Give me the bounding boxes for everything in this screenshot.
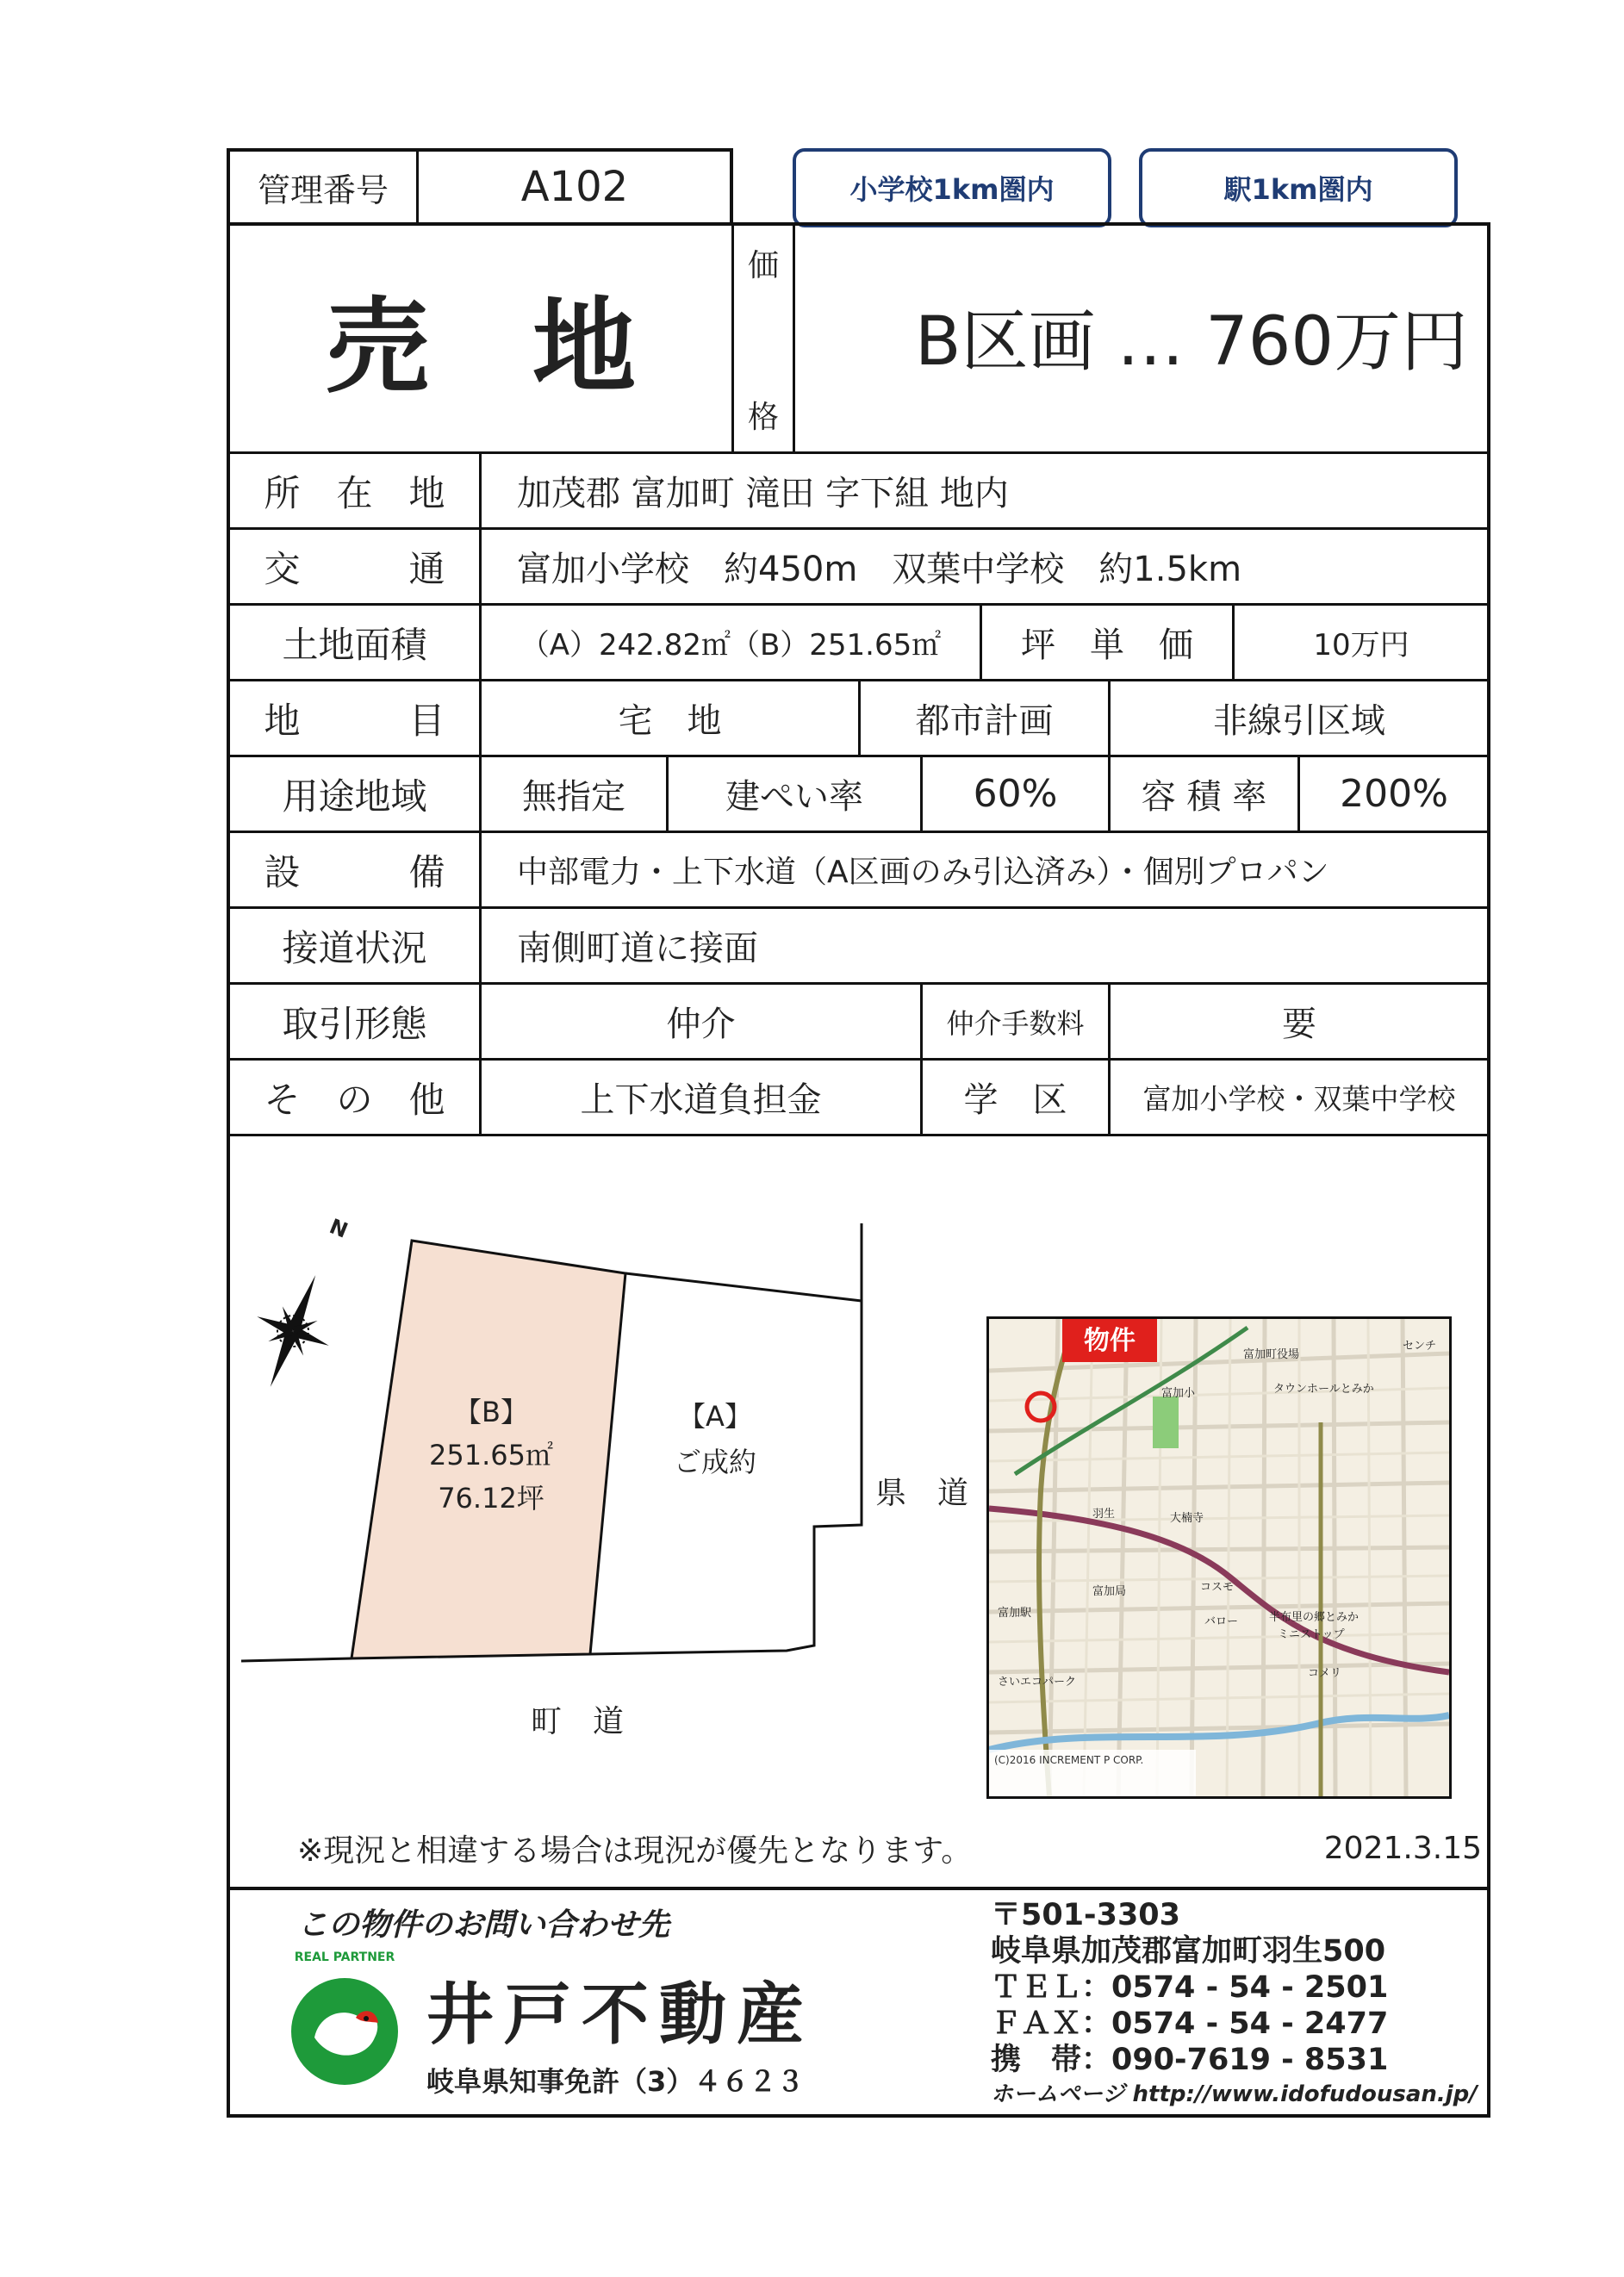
city-plan-label: 都市計画 (915, 701, 1054, 741)
bcr-value: 60% (973, 772, 1058, 816)
city-plan-value: 非線引区域 (1213, 701, 1385, 741)
divider (793, 222, 795, 451)
traffic-label: 交 通 (264, 547, 445, 590)
far-value: 200% (1340, 772, 1448, 816)
logo-text: REAL PARTNER (294, 1950, 395, 1964)
map-label: バロー (1204, 1615, 1239, 1628)
school-label: 学 区 (963, 1080, 1067, 1120)
title-sell-land: 売 地 (326, 288, 636, 407)
road-value: 南側町道に接面 (517, 929, 758, 968)
map-label: 富加小 (1161, 1387, 1196, 1400)
row-line (227, 1134, 1490, 1136)
lot-b-label: 【B】 (454, 1396, 528, 1428)
company-logo (280, 1956, 409, 2093)
badge-station: 駅1km圏内 (1139, 148, 1458, 227)
bcr-label: 建ぺい率 (725, 777, 863, 817)
issue-date: 2021.3.15 (1323, 1830, 1482, 1866)
address: 岐阜県加茂郡富加町羽生500 (991, 1934, 1386, 1969)
area-label: 土地面積 (282, 623, 427, 666)
inquiry-heading: この物件のお問い合わせ先 (297, 1907, 670, 1943)
tel: ＴＥＬ：0574 - 54 - 2501 (991, 1970, 1389, 2005)
map-label: 富加町役場 (1243, 1348, 1300, 1361)
location-label: 所 在 地 (264, 471, 445, 514)
lot-a-boundary (625, 1273, 862, 1301)
fax: ＦＡＸ：0574 - 54 - 2477 (991, 2006, 1389, 2041)
unit-price-label: 坪 単 価 (1021, 625, 1193, 665)
map-label: コメリ (1308, 1667, 1342, 1680)
badge-school: 小学校1km圏内 (793, 148, 1111, 227)
fee-label: 仲介手数料 (946, 1006, 1085, 1040)
map-label: タウンホールとみか (1273, 1383, 1374, 1396)
facilities-label: 設 備 (264, 850, 445, 893)
mobile: 携 帯：090-7619 - 8531 (991, 2043, 1389, 2077)
lot-b-tsubo: 76.12坪 (438, 1482, 544, 1515)
map-label: 羽生 (1092, 1508, 1116, 1521)
prefectural-road-label: 県 道 (874, 1475, 968, 1511)
lot-b-area: 251.65㎡ (429, 1439, 553, 1471)
other-value: 上下水道負担金 (580, 1080, 822, 1120)
company-name: 井戸不動産 (426, 1976, 815, 2054)
map-label: センチ (1403, 1340, 1437, 1353)
prefectural-road-edge (590, 1223, 862, 1654)
location-value: 加茂郡 富加町 滝田 字下組 地内 (517, 474, 1009, 513)
map-marker-label: 物件 (1062, 1316, 1157, 1362)
disclaimer: ※現況と相違する場合は現況が優先となります。 (297, 1832, 973, 1869)
price-value: B区画 … 760万円 (915, 303, 1468, 381)
lot-a-label: 【A】 (678, 1400, 752, 1433)
fee-value: 要 (1282, 1005, 1316, 1044)
deal-label: 取引形態 (282, 1002, 427, 1045)
deal-value: 仲介 (666, 1005, 736, 1044)
map-label: 大楠寺 (1170, 1512, 1204, 1525)
map-label: コスモ (1200, 1581, 1235, 1594)
land-type-value: 宅 地 (618, 701, 722, 741)
license-number: 岐阜県知事免許（3）４６２３ (426, 2065, 805, 2098)
map-label: 富加駅 (998, 1607, 1032, 1620)
facilities-value: 中部電力・上下水道（A区画のみ引込済み）・個別プロパン (517, 855, 1329, 890)
map-label: さいエコパーク (998, 1676, 1077, 1689)
price-label-top: 価 (747, 247, 779, 283)
land-type-label: 地 目 (264, 699, 445, 742)
map-copyright: (C)2016 INCREMENT P CORP. (994, 1754, 1144, 1766)
homepage-link[interactable]: ホームページ http://www.idofudousan.jp/ (991, 2081, 1478, 2107)
compass-icon (234, 1260, 352, 1402)
town-road-edge (241, 1658, 352, 1661)
zoning-value: 無指定 (522, 777, 625, 817)
map-label: 半布里の郷とみか (1269, 1611, 1360, 1624)
traffic-value: 富加小学校 約450m 双葉中学校 約1.5km (517, 550, 1242, 589)
location-map (986, 1316, 1452, 1799)
zoning-label: 用途地域 (282, 775, 427, 818)
town-road-label: 町 道 (530, 1703, 624, 1739)
postal-code: 〒501-3303 (991, 1898, 1180, 1932)
mgmt-value: A102 (520, 163, 629, 211)
school-value: 富加小学校・双葉中学校 (1142, 1082, 1456, 1116)
price-label-bottom: 格 (747, 399, 779, 435)
footer-line (227, 1887, 1490, 1890)
map-label: ミニストップ (1278, 1628, 1345, 1641)
map-label: 富加局 (1092, 1585, 1127, 1598)
area-value: （A）242.82㎡（B）251.65㎡ (520, 628, 942, 663)
road-label: 接道状況 (282, 926, 427, 969)
north-label: N (326, 1214, 352, 1243)
other-label: そ の 他 (264, 1078, 445, 1121)
mgmt-label: 管理番号 (257, 171, 389, 209)
lot-a-status: ご成約 (673, 1446, 756, 1478)
unit-price-value: 10万円 (1313, 628, 1409, 663)
far-label: 容 積 率 (1141, 777, 1267, 817)
